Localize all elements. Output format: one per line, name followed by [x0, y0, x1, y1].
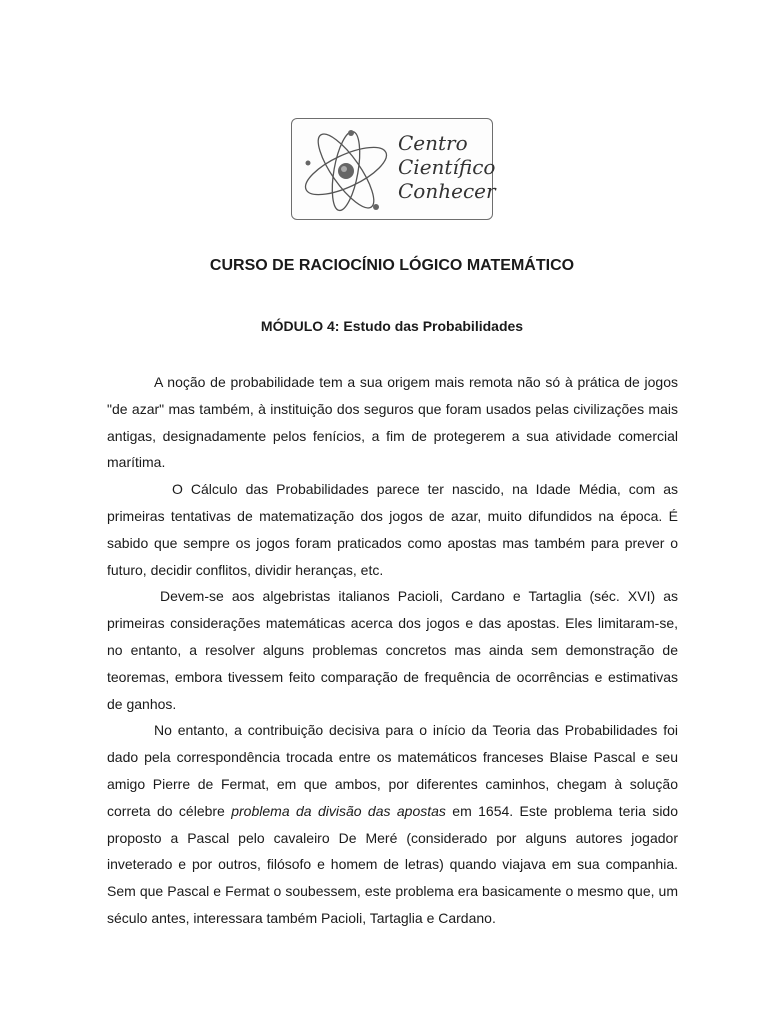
brand-line-3: Conhecer — [398, 179, 496, 203]
document-body — [107, 369, 678, 932]
paragraph-1: A noção de probabilidade tem a sua origem mais remota não só à prática de jogos "de azar" mas também, à instituição dos seguros que foram usados pelas civilizações mais antigas, designadamente pelos fenícios, a fim de protegerem a sua atividade comercial marítima. — [107, 374, 678, 471]
paragraph-3: Devem-se aos algebristas italianos Pacioli, Cardano e Tartaglia (séc. XVI) as primeiras considerações matemáticas acerca dos jogos e das apostas. Eles limitaram-se, no entanto, a resolver alguns problemas concretos mas ainda sem demonstração de teoremas, embora tivessem feito comparação de frequência de ocorrências e estimativas de ganhos. — [107, 588, 678, 712]
paragraph-4-part-2: em 1654. Este problema teria sido proposto a Pascal pelo cavaleiro De Meré (considerado por alguns autores jogador inveterado e por outros, filósofo e homem de letras) quando viajava em sua companhia. Sem que Pascal e Fermat o soubessem, este problema era basicamente o mesmo que, um século antes, interessara também Pacioli, Tartaglia e Cardano. — [107, 802, 679, 926]
course-title: CURSO DE RACIOCÍNIO LÓGICO MATEMÁTICO — [209, 257, 575, 274]
logo — [291, 118, 496, 220]
brand-name — [398, 131, 496, 203]
atom-icon — [296, 123, 396, 217]
paragraph-4 — [107, 717, 678, 931]
paragraph-4-part-1: No entanto, a contribuição decisiva para o início da Teoria das Probabilidades foi dado pela correspondência trocada entre os matemáticos franceses Blaise Pascal e seu amigo Pierre de Fermat, em que ambos, por diferentes caminhos, chegam à solução correta do célebre — [107, 722, 678, 819]
paragraph-2: O Cálculo das Probabilidades parece ter nascido, na Idade Média, com as primeiras tentativas de matematização dos jogos de azar, muito difundidos na época. É sabido que sempre os jogos foram praticados como apostas mas também para prever o futuro, decidir conflitos, dividir heranças, etc. — [107, 481, 678, 578]
paragraph-4-italic: problema da divisão das apostas — [231, 802, 446, 819]
brand-line-2: Científico — [398, 155, 496, 179]
brand-line-1: Centro — [398, 131, 468, 155]
module-title: MÓDULO 4: Estudo das Probabilidades — [260, 318, 524, 334]
